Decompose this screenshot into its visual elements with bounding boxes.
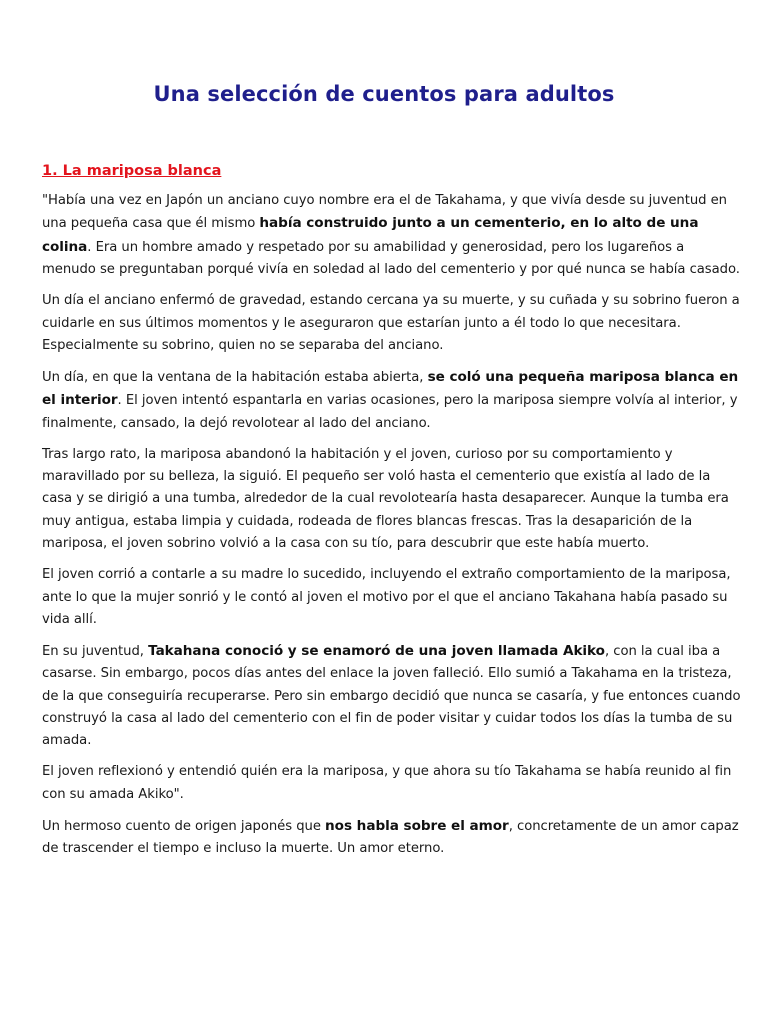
page-title: Una selección de cuentos para adultos: [153, 82, 615, 106]
story-paragraph: [42, 444, 742, 556]
emphasis-text: había construido junto a un cementerio, en lo alto de una colina: [42, 215, 699, 255]
paragraph-text: . Era un hombre amado y respetado por su amabilidad y generosidad, pero los lugareños a menudo se preguntaban porqué vivía en soledad al lado del cementerio y por qué nunca se había casado.: [42, 239, 740, 278]
paragraph-text: El joven reflexionó y entendió quién era la mariposa, y que ahora su tío Takahama se había reunido al fin con su amada Akiko".: [42, 764, 732, 802]
story-paragraph: [42, 190, 742, 282]
paragraph-text: Un hermoso cuento de origen japonés que: [42, 818, 326, 834]
story-paragraph: [42, 761, 742, 806]
emphasis-text: se coló una pequeña mariposa blanca en el interior: [42, 368, 739, 409]
story-paragraph: [42, 815, 742, 861]
emphasis-text: nos habla sobre el amor: [325, 817, 509, 834]
paragraph-text: . El joven intentó espantarla en varias ocasiones, pero la mariposa siempre volvía al interior, y finalmente, cansado, la dejó revolotear al lado del anciano.: [42, 393, 738, 431]
story-paragraph: [42, 290, 742, 357]
paragraph-text: , con la cual iba a casarse. Sin embargo, pocos días antes del enlace la joven falleció. Ello sumió a Takahama en la tristeza, de la que conseguiría recuperarse. Pero sin embargo decidió que nunca se casaría, y fue entonces cuando construyó la casa al lado del cementerio con el fin de poder visitar y cuidar todos los días la tumba de su amada.: [42, 643, 741, 749]
paragraph-text: , concretamente de un amor capaz de trascender el tiempo e incluso la muerte. Un amor eterno.: [42, 818, 739, 857]
paragraph-text: El joven corrió a contarle a su madre lo sucedido, incluyendo el extraño comportamiento de la mariposa, ante lo que la mujer sonrió y le contó al joven el motivo por el que el anciano Takahana había pasado su vida allí.: [42, 567, 731, 627]
story-body: [42, 190, 742, 869]
paragraph-text: Tras largo rato, la mariposa abandonó la habitación y el joven, curioso por su comportamiento y maravillado por su belleza, la siguió. El pequeño ser voló hasta el cementerio que existía al lado de la casa y se dirigió a una tumba, alrededor de la cual revolotearía hasta desaparecer. Aunque la tumba era muy antigua, estaba limpia y cuidada, rodeada de flores blancas frescas. Tras la desaparición de la mariposa, el joven sobrino volvió a la casa con su tío, para descubrir que este había muerto.: [42, 446, 729, 552]
section-heading: 1. La mariposa blanca: [42, 163, 222, 179]
paragraph-text: En su juventud,: [42, 643, 149, 659]
story-paragraph: [42, 640, 742, 753]
story-paragraph: [42, 564, 742, 631]
story-paragraph: [42, 366, 742, 435]
emphasis-text: Takahana conoció y se enamoró de una joven llamada Akiko: [148, 642, 605, 659]
paragraph-text: Un día el anciano enfermó de gravedad, estando cercana ya su muerte, y su cuñada y su sobrino fueron a cuidarle en sus últimos momentos y le aseguraron que estarían junto a él todo lo que necesitara. Especialmente su sobrino, quien no se separaba del anciano.: [42, 293, 740, 353]
paragraph-text: Un día, en que la ventana de la habitación estaba abierta,: [42, 369, 428, 385]
paragraph-text: "Había una vez en Japón un anciano cuyo nombre era el de Takahama, y que vivía desde su juventud en una pequeña casa que él mismo: [42, 193, 727, 232]
